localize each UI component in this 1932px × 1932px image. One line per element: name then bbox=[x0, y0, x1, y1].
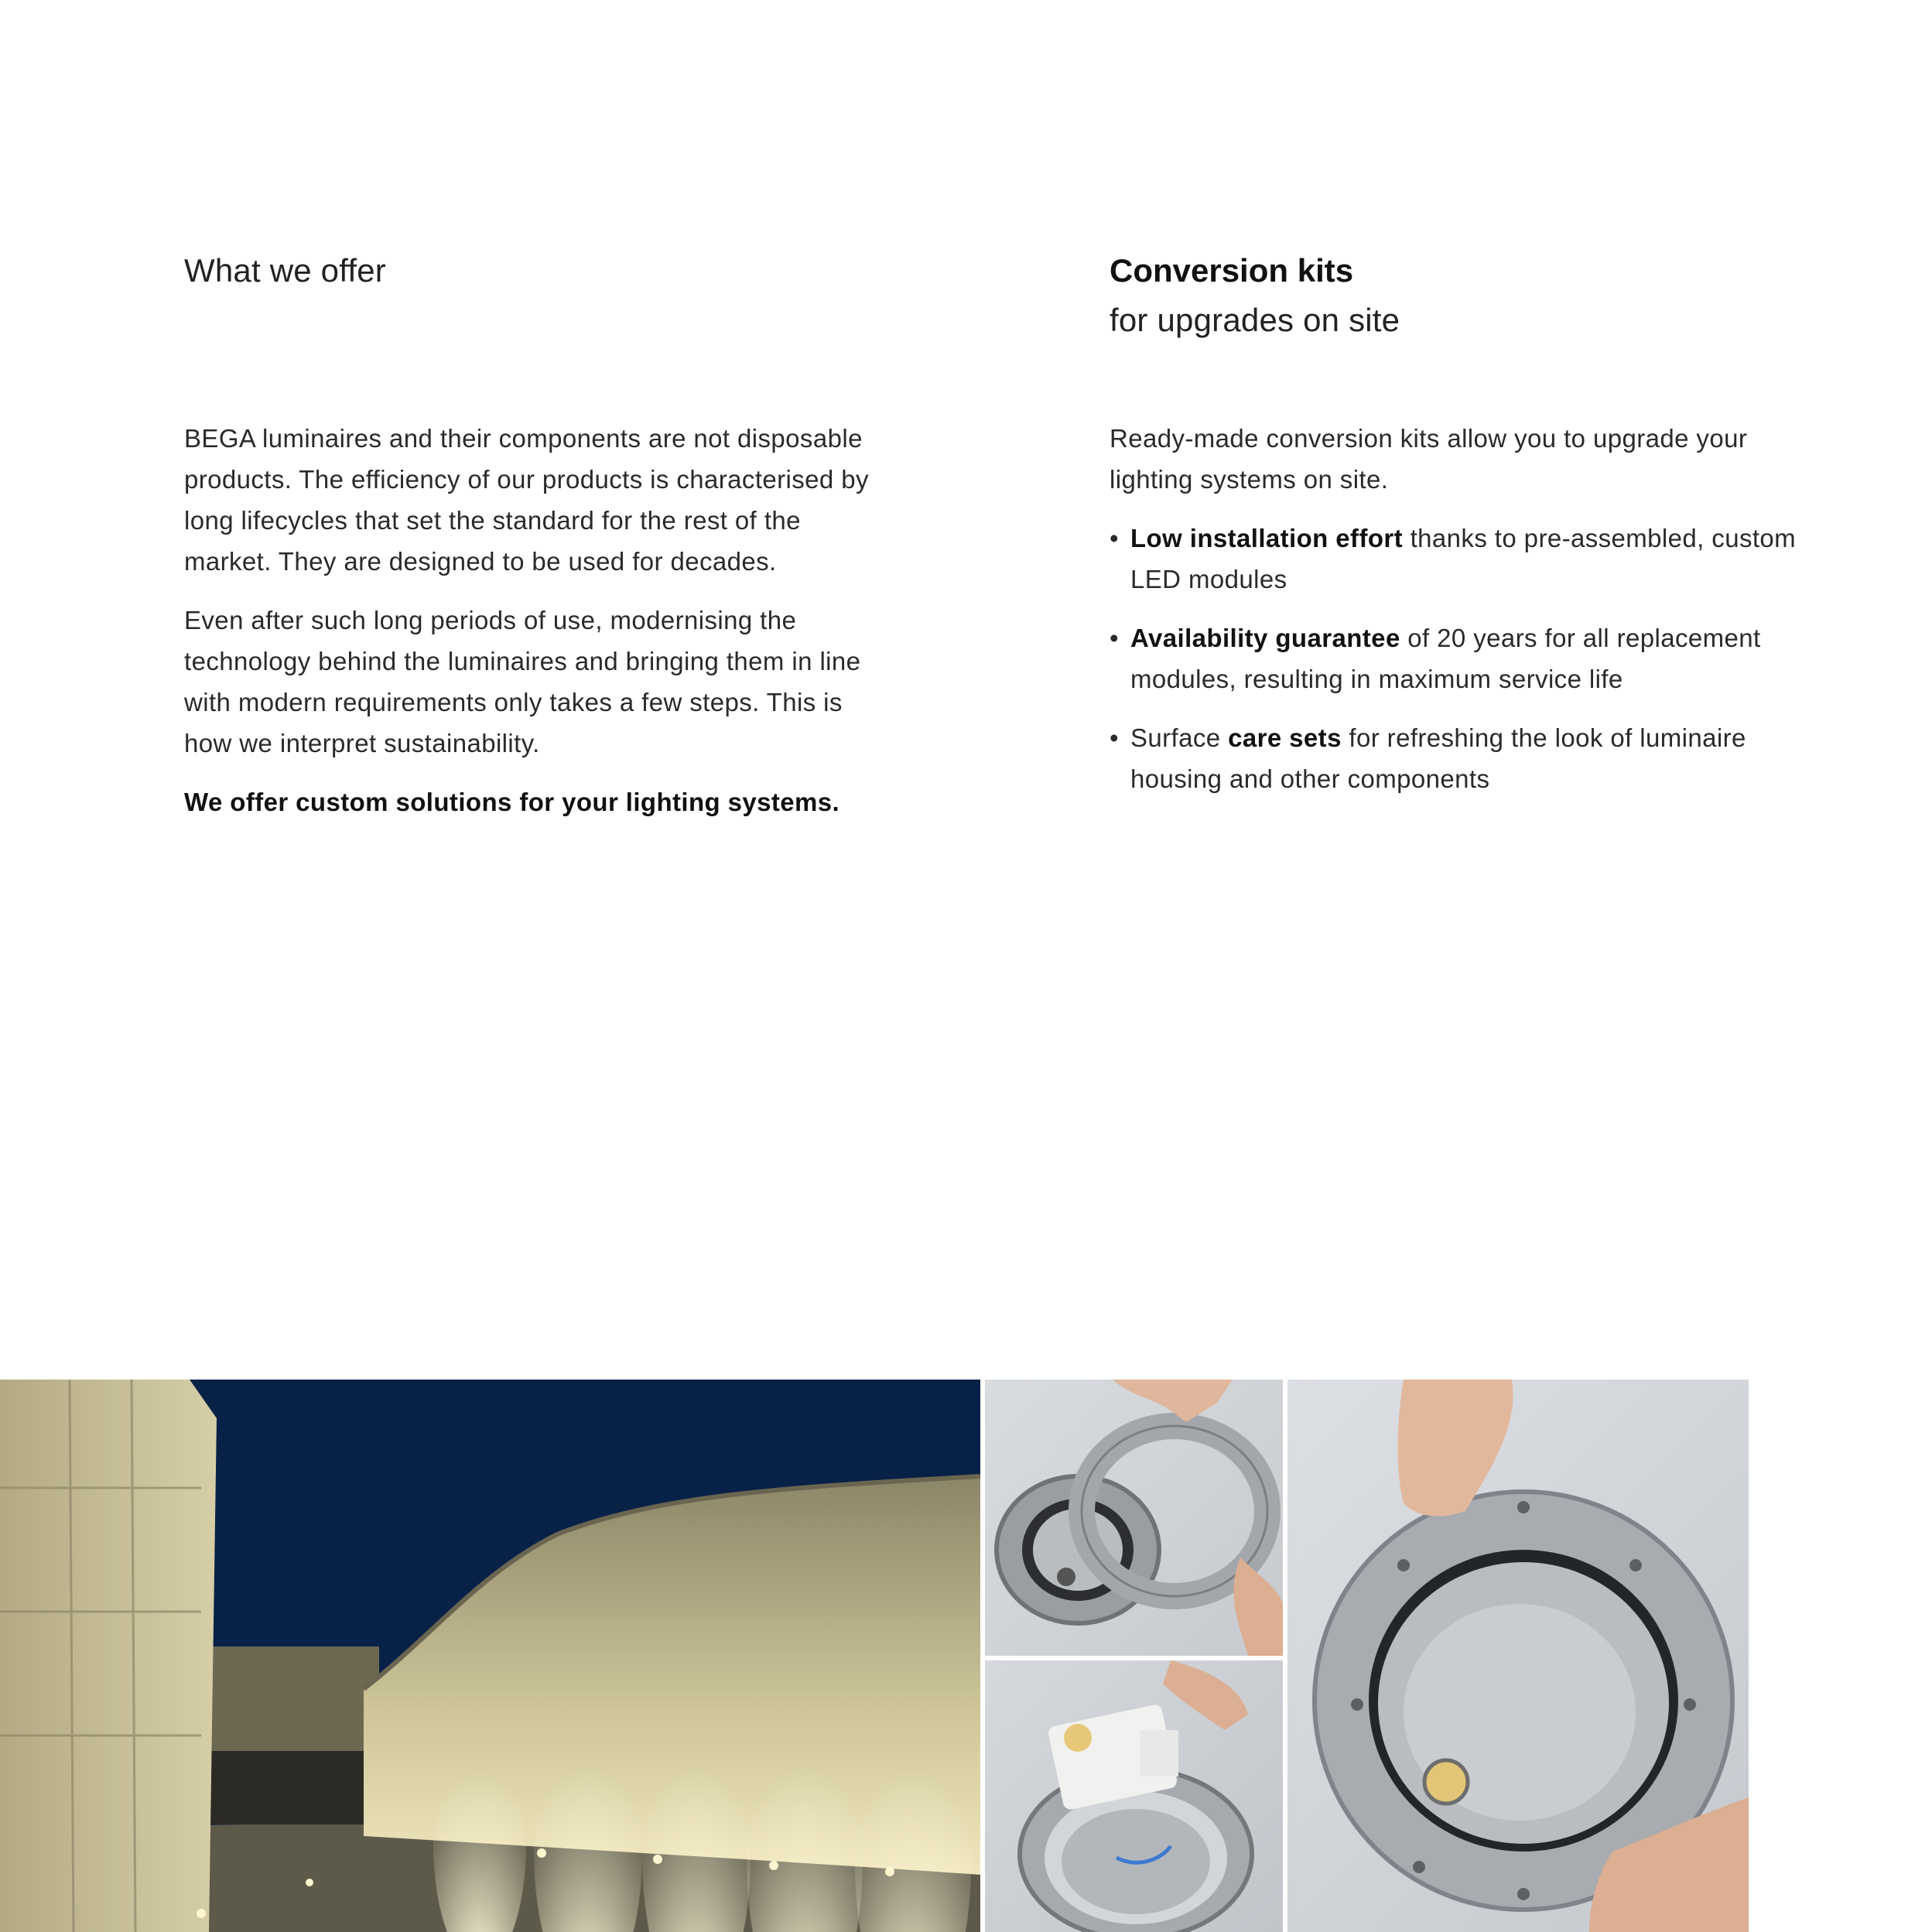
conversion-kits-body bbox=[1110, 418, 1806, 817]
conversion-kits-subtitle: for upgrades on site bbox=[1110, 302, 1400, 338]
conversion-kits-intro: Ready-made conversion kits allow you to upgrade your lighting systems on site. bbox=[1110, 424, 1748, 494]
list-item: • Low installation effort thanks to pre-assembled, custom LED modules bbox=[1110, 518, 1806, 600]
led-module-replacement-icon bbox=[985, 1660, 1283, 1932]
recessed-luminaire-housing-photo bbox=[1287, 1380, 1749, 1932]
list-item: • Availability guarantee of 20 years for all replacement modules, resulting in maximum service life bbox=[1110, 617, 1806, 699]
recessed-luminaire-ring-photo bbox=[985, 1380, 1283, 1656]
conversion-kits-title: Conversion kits bbox=[1110, 252, 1354, 289]
conversion-kits-column bbox=[1110, 246, 1806, 793]
section-heading: What we offer bbox=[184, 252, 386, 289]
illuminated-stone-facade-photo bbox=[0, 1380, 980, 1932]
what-we-offer-column bbox=[184, 246, 881, 816]
offer-paragraph-1: BEGA luminaires and their components are not disposable products. The efficiency of our products is characterised by long lifecycles that set the standard for the rest of the market. They are designed to be used for decades. bbox=[184, 424, 869, 576]
recessed-floor-luminaire-ring-icon bbox=[985, 1380, 1283, 1656]
offer-body bbox=[184, 418, 881, 840]
offer-paragraph-2: Even after such long periods of use, modernising the technology behind the luminaires and bringing them in line with modern requirements only takes a few steps. This is how we interpret sustainability. bbox=[184, 606, 861, 757]
list-item: • Surface care sets for refreshing the look of luminaire housing and other components bbox=[1110, 717, 1806, 799]
illuminated-stone-facade-icon bbox=[0, 1380, 980, 1932]
led-module-replacement-photo bbox=[985, 1660, 1283, 1932]
recessed-floor-luminaire-housing-icon bbox=[1287, 1380, 1749, 1932]
benefits-list bbox=[1110, 518, 1806, 799]
offer-closing-statement: We offer custom solutions for your lighting systems. bbox=[184, 788, 840, 816]
